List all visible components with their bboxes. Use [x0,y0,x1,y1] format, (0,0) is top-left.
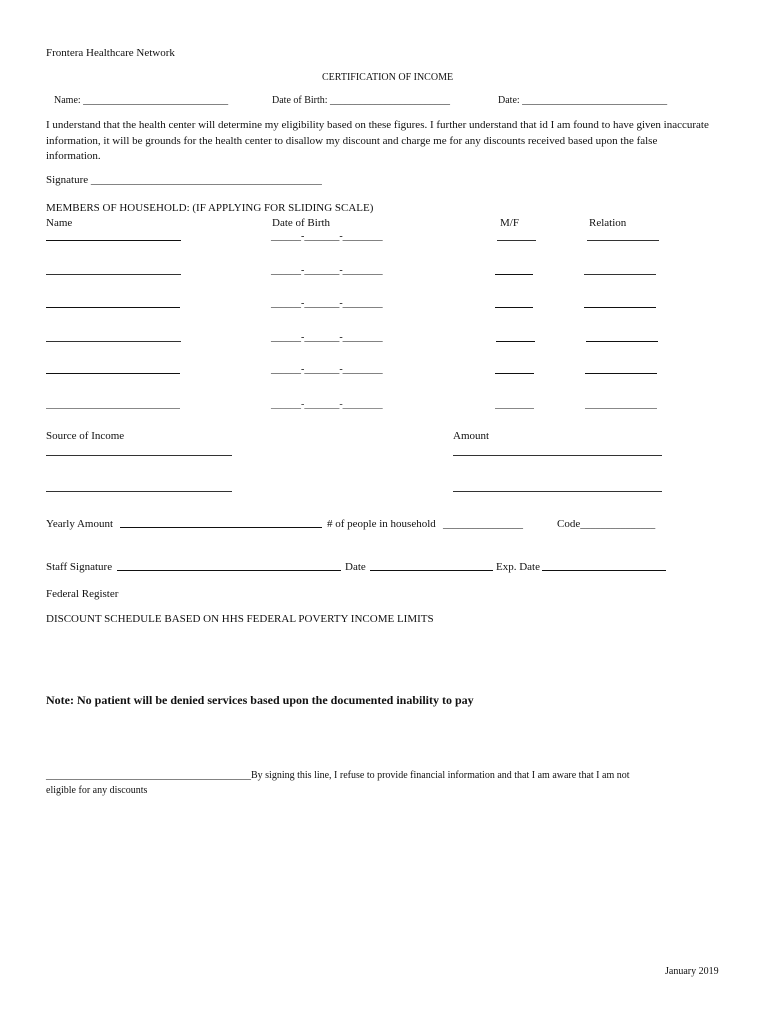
member-relation-blank[interactable] [585,373,657,374]
federal-register-label: Federal Register [46,588,119,600]
exp-date-label: Exp. Date [496,561,540,573]
source-of-income-label: Source of Income [46,430,125,442]
staff-date-label: Date [345,561,366,573]
member-sex-blank[interactable] [497,240,536,241]
member-name-blank[interactable] [46,408,180,409]
member-name-blank[interactable] [46,341,181,342]
footer-date: January 2019 [665,966,719,977]
dob-field-row [272,96,450,106]
signature-row [46,175,322,186]
household-heading: MEMBERS OF HOUSEHOLD: (IF APPLYING FOR SLIDING SCALE) [46,202,374,214]
member-dob-blank[interactable]: ______-_______-________ [271,332,383,343]
member-dob-blank[interactable]: ______-_______-________ [271,364,383,375]
column-sex: M/F [500,217,519,229]
refusal-signature-blank[interactable]: _________________________________________ [46,770,251,781]
column-name: Name [46,217,73,229]
member-relation-blank[interactable] [586,341,658,342]
refusal-text-continued: eligible for any discounts [46,785,148,796]
member-dob-blank[interactable]: ______-_______-________ [271,298,383,309]
people-in-household-blank[interactable]: ________________ [443,519,523,530]
date-blank[interactable]: _____________________________ [522,95,668,106]
income-source-blank[interactable] [46,491,232,492]
exp-date-blank[interactable] [542,570,666,571]
member-dob-blank[interactable]: ______-_______-________ [271,265,383,276]
member-relation-blank[interactable] [585,408,657,409]
member-dob-blank[interactable]: ______-_______-________ [271,399,383,410]
income-amount-blank[interactable] [453,455,662,456]
member-relation-blank[interactable] [587,240,659,241]
date-field-row [498,96,667,106]
name-blank[interactable]: _____________________________ [83,95,229,106]
code-row [557,519,655,530]
discount-schedule-heading: DISCOUNT SCHEDULE BASED ON HHS FEDERAL POVERTY INCOME LIMITS [46,613,434,625]
yearly-amount-blank[interactable] [120,527,322,528]
member-relation-blank[interactable] [584,274,656,275]
code-label: Code [557,518,581,530]
income-amount-blank[interactable] [453,491,662,492]
member-sex-blank[interactable] [495,408,534,409]
member-name-blank[interactable] [46,274,181,275]
form-title: CERTIFICATION OF INCOME [322,72,454,83]
staff-signature-blank[interactable] [117,570,341,571]
member-sex-blank[interactable] [495,307,533,308]
signature-label: Signature [46,174,89,186]
signature-blank[interactable]: __________________________________________ [90,174,322,186]
member-sex-blank[interactable] [496,341,535,342]
member-name-blank[interactable] [46,307,180,308]
column-relation: Relation [589,217,627,229]
note-no-denial: Note: No patient will be denied services based upon the documented inability to pay [46,693,474,707]
people-in-household-label: # of people in household [327,518,436,530]
name-label: Name: [54,95,81,106]
income-source-blank[interactable] [46,455,232,456]
code-blank[interactable]: _______________ [580,519,656,530]
yearly-amount-label: Yearly Amount [46,518,114,530]
refusal-text: By signing this line, I refuse to provide financial information and that I am aware that I am not [251,770,630,781]
member-sex-blank[interactable] [495,373,534,374]
name-field-row [54,96,228,106]
amount-label: Amount [453,430,490,442]
member-relation-blank[interactable] [584,307,656,308]
date-label: Date: [498,95,520,106]
member-sex-blank[interactable] [495,274,533,275]
dob-label: Date of Birth: [272,95,328,106]
staff-date-blank[interactable] [370,570,493,571]
column-date-of-birth: Date of Birth [272,217,331,229]
member-name-blank[interactable] [46,240,181,241]
refusal-row [46,771,630,781]
organization-name: Frontera Healthcare Network [46,47,175,59]
member-dob-blank[interactable]: ______-_______-________ [271,231,383,242]
staff-signature-label: Staff Signature [46,561,113,573]
eligibility-statement: I understand that the health center will determine my eligibility based on these figures. I further understand that id I am found to have given inaccurate information, it will be grounds for the health center to disallow my discount and charge me for any discounts received based upon the false information. [46,119,709,162]
member-name-blank[interactable] [46,373,180,374]
dob-blank[interactable]: ________________________ [330,95,451,106]
